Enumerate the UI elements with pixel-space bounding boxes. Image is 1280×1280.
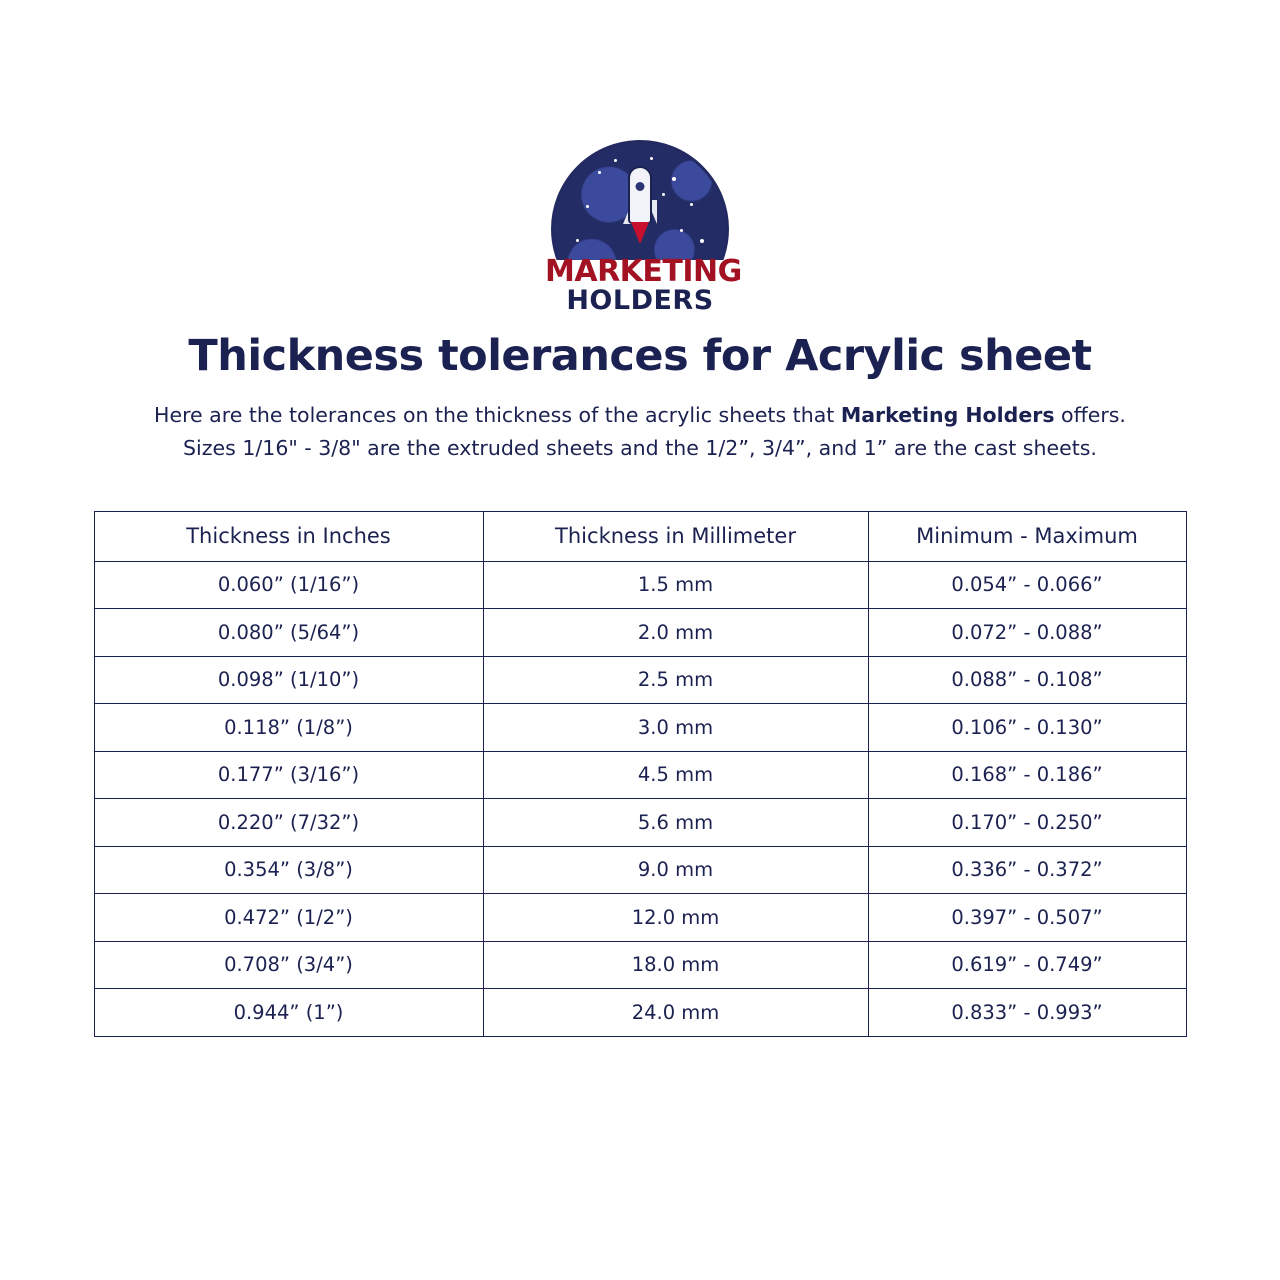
table-header-row — [94, 511, 1186, 561]
table-row — [94, 751, 1186, 799]
cell-min-max: 0.336” - 0.372” — [868, 846, 1186, 894]
tolerance-table — [94, 511, 1187, 1037]
page-subtitle — [64, 399, 1216, 465]
logo-wordmark-line1: MARKETING — [545, 253, 742, 289]
subtitle-line1-before: Here are the tolerances on the thickness of the acrylic sheets that — [154, 403, 841, 427]
cell-millimeter: 4.5 mm — [483, 751, 868, 799]
cell-millimeter: 5.6 mm — [483, 799, 868, 847]
table-row — [94, 656, 1186, 704]
cell-min-max: 0.054” - 0.066” — [868, 561, 1186, 609]
cell-min-max: 0.397” - 0.507” — [868, 894, 1186, 942]
subtitle-line1-after: offers. — [1054, 403, 1126, 427]
subtitle-brand-name: Marketing Holders — [840, 403, 1055, 427]
tolerance-table-wrapper — [64, 511, 1216, 1037]
cell-min-max: 0.088” - 0.108” — [868, 656, 1186, 704]
column-header-inches: Thickness in Inches — [94, 511, 483, 561]
cell-min-max: 0.168” - 0.186” — [868, 751, 1186, 799]
table-body — [94, 561, 1186, 1036]
table-row — [94, 846, 1186, 894]
page-title: Thickness tolerances for Acrylic sheet — [188, 331, 1092, 381]
cell-millimeter: 2.0 mm — [483, 609, 868, 657]
cell-inches: 0.472” (1/2”) — [94, 894, 483, 942]
table-row — [94, 941, 1186, 989]
table-row — [94, 989, 1186, 1037]
cell-millimeter: 3.0 mm — [483, 704, 868, 752]
cell-millimeter: 2.5 mm — [483, 656, 868, 704]
rocket-globe-icon — [551, 140, 729, 260]
table-row — [94, 704, 1186, 752]
cell-min-max: 0.170” - 0.250” — [868, 799, 1186, 847]
column-header-min-max: Minimum - Maximum — [868, 511, 1186, 561]
cell-inches: 0.708” (3/4”) — [94, 941, 483, 989]
column-header-millimeter: Thickness in Millimeter — [483, 511, 868, 561]
cell-min-max: 0.072” - 0.088” — [868, 609, 1186, 657]
cell-millimeter: 18.0 mm — [483, 941, 868, 989]
brand-logo — [64, 0, 1216, 315]
cell-min-max: 0.106” - 0.130” — [868, 704, 1186, 752]
cell-millimeter: 24.0 mm — [483, 989, 868, 1037]
table-row — [94, 561, 1186, 609]
cell-millimeter: 9.0 mm — [483, 846, 868, 894]
subtitle-line2: Sizes 1/16" - 3/8" are the extruded sheets and the 1/2”, 3/4”, and 1” are the cast sheets. — [183, 435, 1097, 460]
cell-inches: 0.177” (3/16”) — [94, 751, 483, 799]
cell-millimeter: 12.0 mm — [483, 894, 868, 942]
cell-inches: 0.354” (3/8”) — [94, 846, 483, 894]
cell-inches: 0.118” (1/8”) — [94, 704, 483, 752]
cell-inches: 0.220” (7/32”) — [94, 799, 483, 847]
table-row — [94, 799, 1186, 847]
cell-inches: 0.098” (1/10”) — [94, 656, 483, 704]
cell-min-max: 0.619” - 0.749” — [868, 941, 1186, 989]
logo-wordmark-line2: HOLDERS — [566, 285, 714, 317]
table-row — [94, 609, 1186, 657]
cell-millimeter: 1.5 mm — [483, 561, 868, 609]
table-row — [94, 894, 1186, 942]
cell-min-max: 0.833” - 0.993” — [868, 989, 1186, 1037]
cell-inches: 0.060” (1/16”) — [94, 561, 483, 609]
cell-inches: 0.944” (1”) — [94, 989, 483, 1037]
cell-inches: 0.080” (5/64”) — [94, 609, 483, 657]
